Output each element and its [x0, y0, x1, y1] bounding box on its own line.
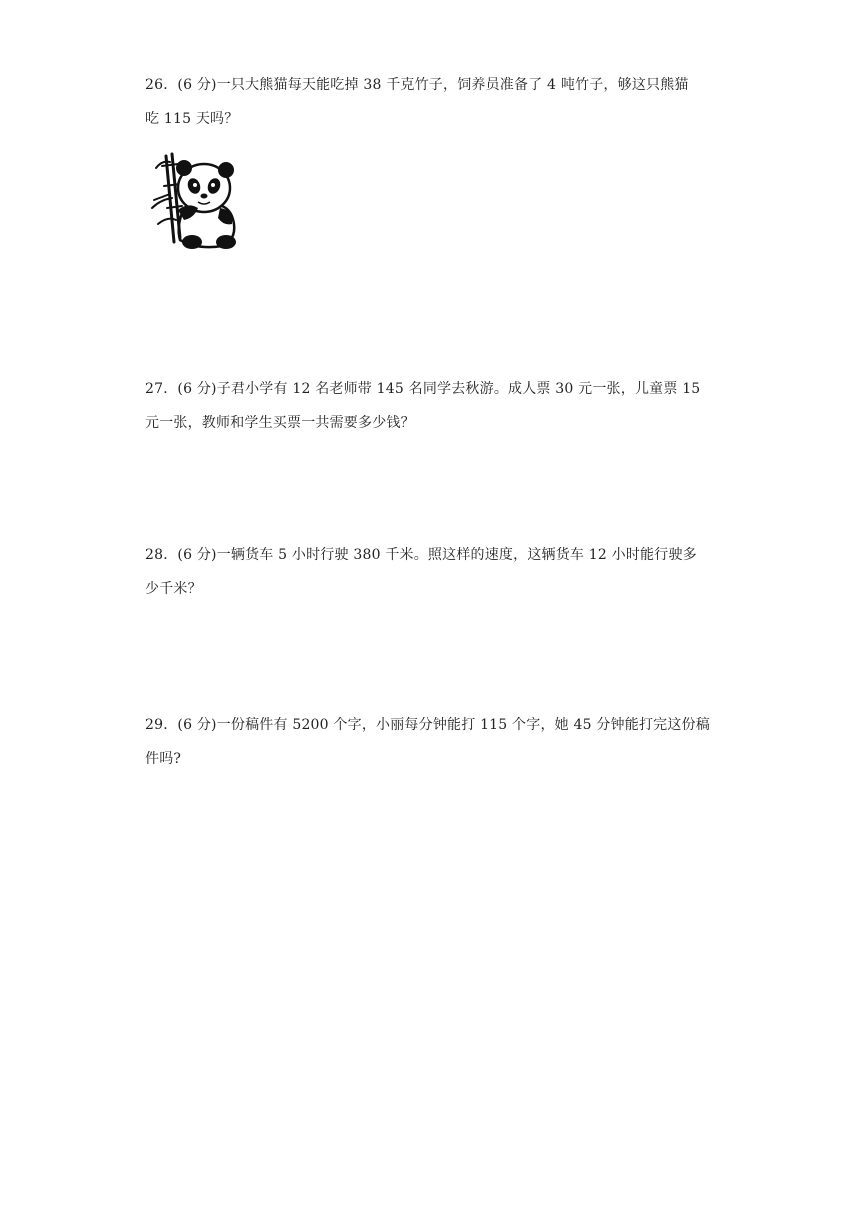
question-27 [145, 372, 720, 440]
question-26 [145, 68, 720, 136]
question-29-line-2: 件吗? [145, 751, 182, 767]
question-28-line-1: 28．(6 分)一辆货车 5 小时行驶 380 千米。照这样的速度，这辆货车 12 小时能行驶多 [145, 547, 697, 563]
question-27-line-1: 27．(6 分)子君小学有 12 名老师带 145 名同学去秋游。成人票 30 元一张，儿童票 15 [145, 381, 701, 397]
question-26-line-1: 26．(6 分)一只大熊猫每天能吃掉 38 千克竹子，饲养员准备了 4 吨竹子，够这只熊猫 [145, 77, 689, 93]
question-26-line-2: 吃 115 天吗？ [145, 111, 239, 127]
question-27-line-2: 元一张，教师和学生买票一共需要多少钱？ [145, 415, 415, 431]
panda-with-bamboo-icon [148, 150, 246, 254]
question-28-line-2: 少千米？ [145, 581, 202, 597]
panda-illustration [148, 150, 246, 254]
question-29 [145, 708, 720, 776]
question-28 [145, 538, 720, 606]
question-29-line-1: 29．(6 分)一份稿件有 5200 个字，小丽每分钟能打 115 个字，她 45 分钟能打完这份稿 [145, 717, 710, 733]
